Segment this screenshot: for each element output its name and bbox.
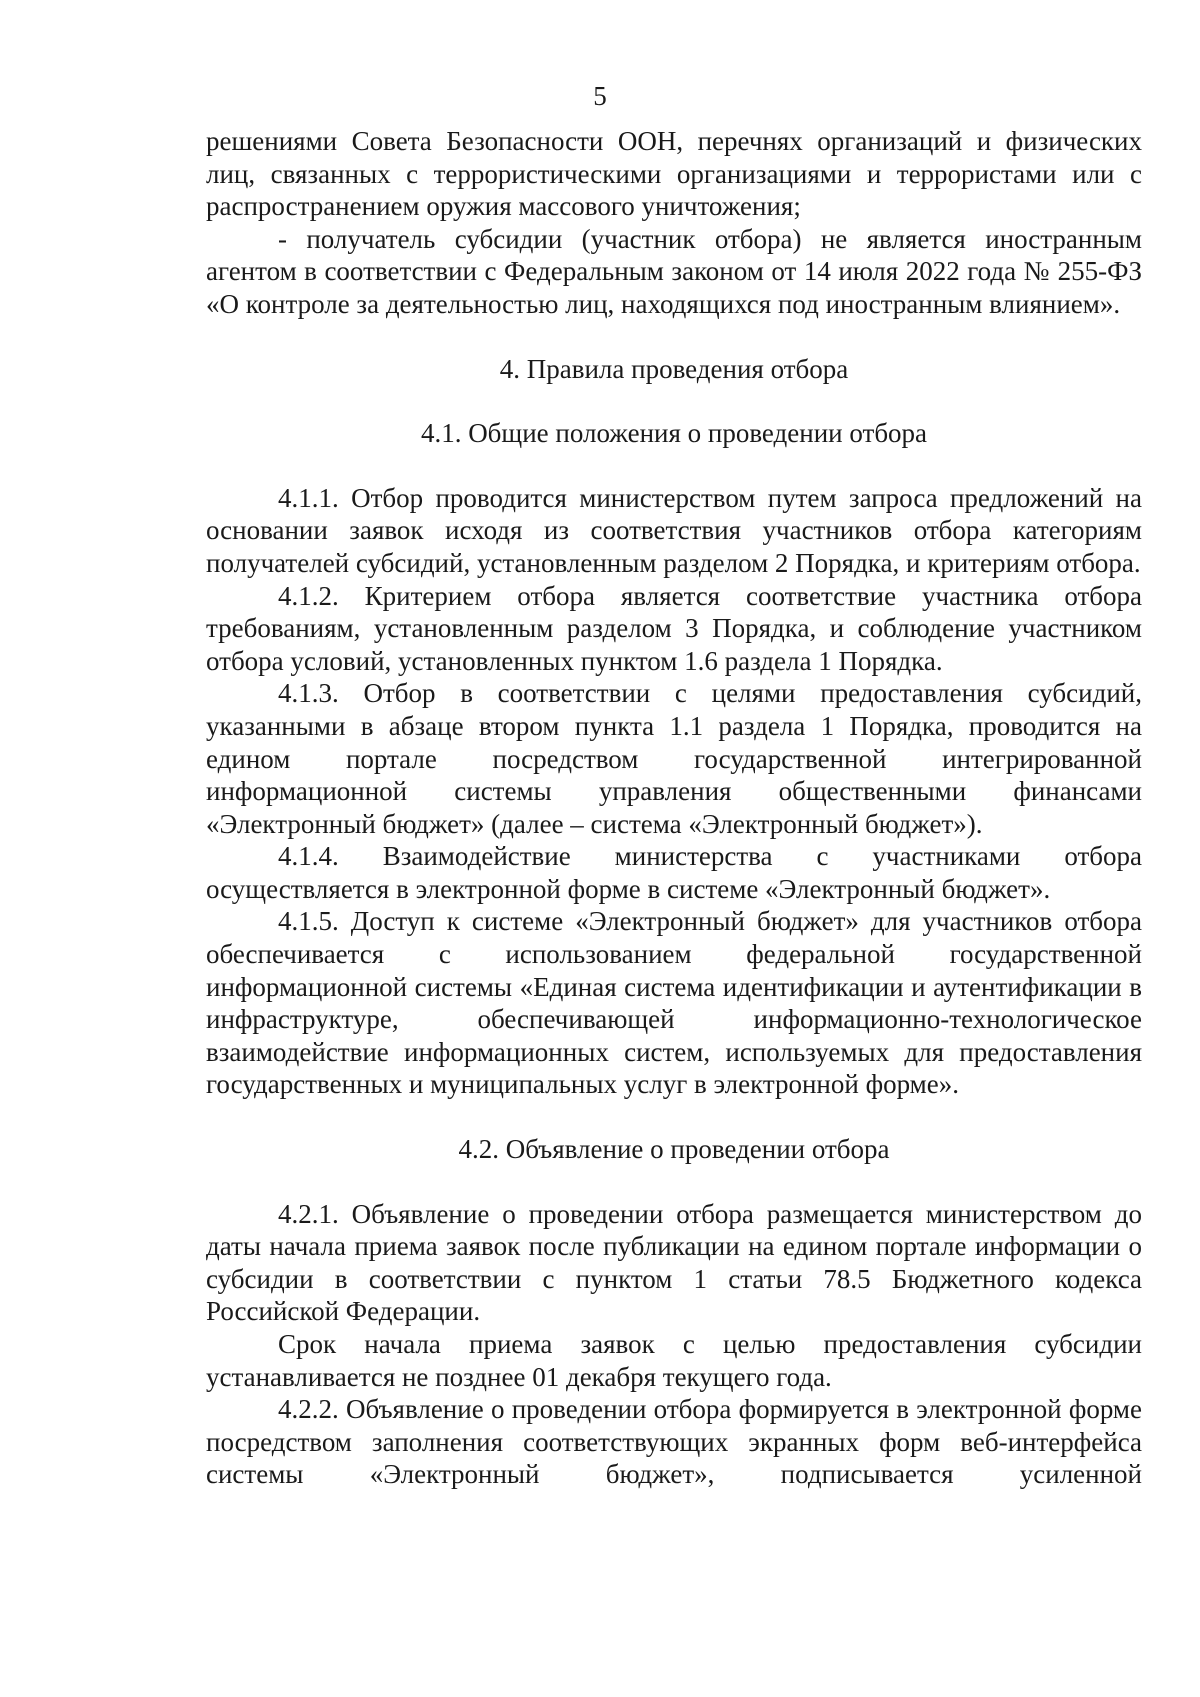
clause-4-1-1: 4.1.1. Отбор проводится министерством путем запроса предложений на основании заявок исходя из соответствия участников отбора категориям получателей субсидий, установленным разделом 2 Порядка, и критериям отбора.: [206, 482, 1142, 578]
subsection-heading-4-2: 4.2. Объявление о проведении отбора: [458, 1134, 890, 1165]
clause-4-2-2: 4.2.2. Объявление о проведении отбора формируется в электронной форме посредством заполнения соответствующих экранных форм веб-интерфейса системы «Электронный бюджет», подписывается усиленной: [206, 1394, 1142, 1490]
subsection-heading-4-1: 4.1. Общие положения о проведении отбора: [420, 418, 928, 449]
clause-4-1-5: 4.1.5. Доступ к системе «Электронный бюджет» для участников отбора обеспечивается с использованием федеральной государственной информационной системы «Единая система идентификации и аутентификации в инфраструктуре, обеспечивающей информационно-технологическое взаимодействие информационных систем, используемых для предоставления государственных и муниципальных услуг в электронной форме».: [206, 906, 1142, 1100]
clause-4-1-2: 4.1.2. Критерием отбора является соответствие участника отбора требованиям, установленным разделом 3 Порядка, и соблюдение участником отбора условий, установленных пунктом 1.6 раздела 1 Порядка.: [206, 580, 1142, 676]
clause-4-1-3: 4.1.3. Отбор в соответствии с целями предоставления субсидий, указанными в абзаце втором пункта 1.1 раздела 1 Порядка, проводится на едином портале посредством государственной интегрированной информационной системы управления общественными финансами «Электронный бюджет» (далее – система «Электронный бюджет»).: [206, 678, 1142, 839]
clause-4-2-1: 4.2.1. Объявление о проведении отбора размещается министерством до даты начала приема заявок после публикации на едином портале информации о субсидии в соответствии с пунктом 1 статьи 78.5 Бюджетного кодекса Российской Федерации.: [206, 1198, 1142, 1327]
paragraph-foreign-agent-requirement: - получатель субсидии (участник отбора) не является иностранным агентом в соответствии с Федеральным законом от 14 июля 2022 года № 255-ФЗ «О контроле за деятельностью лиц, находящихся под иностранным влиянием».: [206, 223, 1142, 319]
paragraph-continuation: решениями Совета Безопасности ООН, перечнях организаций и физических лиц, связанных с террористическими организациями и террористами или с распространением оружия массового уничтожения;: [206, 126, 1142, 222]
clause-4-2-1-deadline: Срок начала приема заявок с целью предоставления субсидии устанавливается не позднее 01 декабря текущего года.: [206, 1329, 1142, 1392]
section-heading-4: 4. Правила проведения отбора: [499, 353, 849, 384]
document-body: [206, 125, 1142, 1491]
clause-4-1-4: 4.1.4. Взаимодействие министерства с участниками отбора осуществляется в электронной форме в системе «Электронный бюджет».: [206, 841, 1142, 904]
page-number: 5: [593, 81, 607, 111]
